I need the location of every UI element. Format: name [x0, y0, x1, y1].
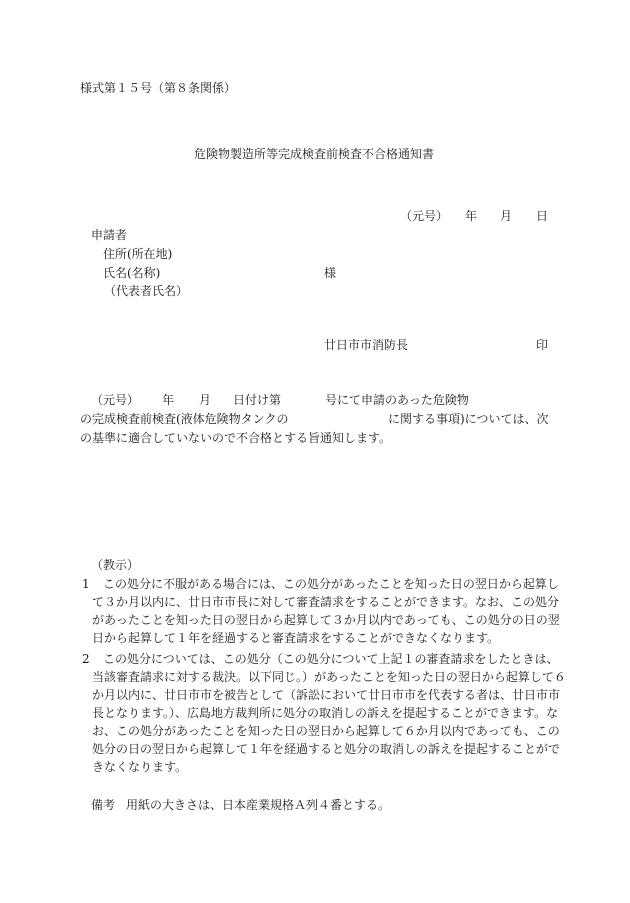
instruction-item1-line: この処分に不服がある場合には、この処分があったことを知った日の翌日から起算し	[103, 577, 559, 591]
date-year: 年	[465, 209, 478, 223]
body-era: （元号）	[91, 393, 140, 407]
applicant-label: 申請者	[91, 228, 128, 242]
document-title: 危険物製造所等完成検査前検査不合格通知書	[194, 147, 435, 161]
instruction-item2-line: 長となります。）、広島地方裁判所に処分の取消しの訴えを提起することができます。な	[92, 706, 559, 720]
body-line2-a: の完成検査前検査(液体危険物タンクの	[80, 412, 289, 426]
body-line1-rest: 号にて申請のあった危険物	[325, 393, 469, 407]
instruction-item1	[92, 575, 560, 647]
body-month: 月	[199, 393, 212, 407]
date-era: （元号）	[400, 209, 449, 223]
remarks-text: 用紙の大きさは、日本産業規格Ａ列４番とする。	[126, 798, 391, 812]
date-month: 月	[500, 209, 513, 223]
instruction-item2-line: きなくなります。	[92, 760, 188, 774]
issuer-name: 廿日市市消防長	[324, 338, 409, 352]
body-line2-b: に関する事項)については、次	[388, 412, 549, 426]
issuer-seal: 印	[536, 338, 549, 352]
body-day: 日付け第	[233, 393, 282, 407]
instruction-item2-line: この処分については、この処分（この処分について上記１の審査請求をしたときは、	[103, 652, 559, 666]
remarks-label: 備考	[91, 798, 116, 812]
applicant-name: 氏名(名称)	[103, 266, 161, 280]
instruction-item2-line: か月以内に、廿日市市を被告として（訴訟において廿日市市を代表する者は、廿日市市	[92, 688, 561, 702]
applicant-address: 住所(所在地)	[103, 247, 173, 261]
instruction-item1-line: 日から起算して１年を経過すると審査請求をすることができなくなります。	[92, 631, 500, 645]
body-year: 年	[162, 393, 175, 407]
applicant-representative: （代表者氏名）	[104, 284, 189, 298]
instruction-item2-number: 2	[82, 652, 90, 666]
instruction-item1-line: があったことを知った日の翌日から起算して３か月以内であっても、この処分の日の翌	[92, 613, 560, 627]
body-line3: の基準に適合していないので不合格とする旨通知します。	[80, 431, 392, 445]
instruction-item1-line: て３か月以内に、廿日市市長に対して審査請求をすることができます。なお、この処分	[92, 595, 560, 609]
date-day: 日	[536, 209, 549, 223]
instruction-label: （教示）	[91, 558, 140, 572]
instruction-item2-line: 当該審査請求に対する裁決。以下同じ。）があったことを知った日の翌日から起算して６	[92, 670, 566, 684]
instruction-item1-number: 1	[82, 577, 90, 591]
instruction-item2-line: お、この処分があったことを知った日の翌日から起算して６か月以内であっても、この	[92, 724, 560, 738]
applicant-honorific: 様	[324, 266, 337, 280]
form-number: 様式第１５号（第８条関係）	[80, 81, 237, 95]
instruction-item2-line: 処分の日の翌日から起算して１年を経過すると処分の取消しの訴えを提起することがで	[92, 742, 561, 756]
instruction-item2	[92, 650, 566, 776]
